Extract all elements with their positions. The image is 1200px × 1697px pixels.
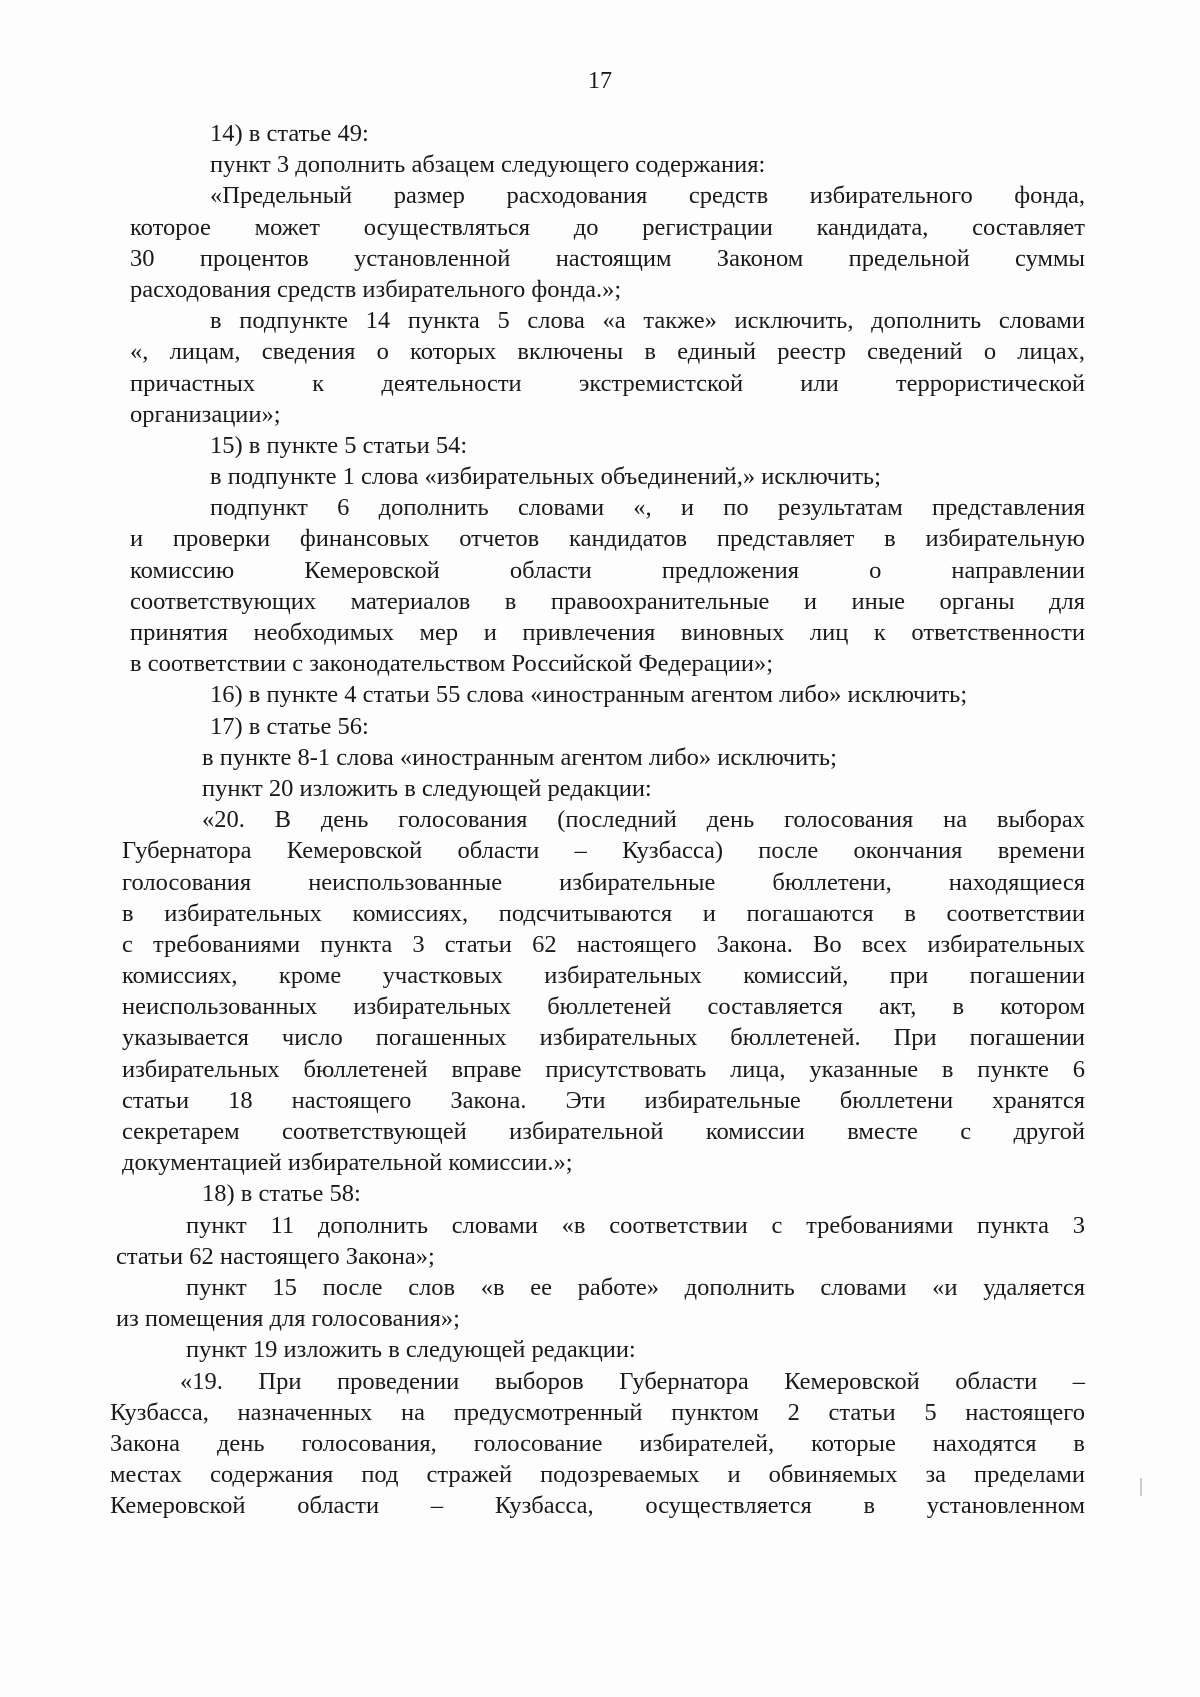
paragraph-line: «, лицам, сведения о которых включены в единый реестр сведений о лицах,	[130, 338, 1085, 366]
quote-line: Губернатора Кемеровской области – Кузбасса) после окончания времени	[122, 837, 1085, 865]
list-item-15: 15) в пункте 5 статьи 54:	[210, 431, 468, 459]
paragraph-line: причастных к деятельности экстремистской или террористической	[130, 369, 1085, 397]
paragraph-line: соответствующих материалов в правоохранительные и иные органы для	[130, 587, 1085, 615]
paragraph-line: из помещения для голосования»;	[116, 1305, 460, 1333]
paragraph-line: статьи 62 настоящего Закона»;	[116, 1242, 435, 1270]
quote-line: с требованиями пункта 3 статьи 62 настоящего Закона. Во всех избирательных	[122, 930, 1085, 958]
paragraph-line: пункт 19 изложить в следующей редакции:	[186, 1336, 636, 1364]
document-body	[110, 118, 1085, 1521]
quote-line: комиссиях, кроме участковых избирательных комиссий, при погашении	[122, 962, 1085, 990]
list-item-18: 18) в статье 58:	[202, 1180, 361, 1208]
quote-line: избирательных бюллетеней вправе присутствовать лица, указанные в пункте 6	[122, 1055, 1085, 1083]
quote-line: местах содержания под стражей подозреваемых и обвиняемых за пределами	[110, 1461, 1085, 1489]
paragraph-line: организации»;	[130, 400, 281, 428]
paragraph-line: пункт 11 дополнить словами «в соответствии с требованиями пункта 3	[186, 1211, 1085, 1239]
page-number: 17	[588, 68, 612, 94]
paragraph-line: комиссию Кемеровской области предложения о направлении	[130, 556, 1085, 584]
scan-mark	[1140, 1478, 1142, 1496]
quote-line: «19. При проведении выборов Губернатора Кемеровской области –	[180, 1367, 1085, 1395]
paragraph-line: пункт 20 изложить в следующей редакции:	[202, 774, 652, 802]
quote-line: которое может осуществляться до регистрации кандидата, составляет	[130, 213, 1085, 241]
quote-line: «Предельный размер расходования средств избирательного фонда,	[210, 182, 1085, 210]
paragraph-line: пункт 15 после слов «в ее работе» дополнить словами «и удаляется	[186, 1273, 1085, 1301]
quote-line: в избирательных комиссиях, подсчитываются и погашаются в соответствии	[122, 899, 1085, 927]
quote-line: голосования неиспользованные избирательные бюллетени, находящиеся	[122, 868, 1085, 896]
paragraph-line: и проверки финансовых отчетов кандидатов представляет в избирательную	[130, 525, 1085, 553]
quote-line: 30 процентов установленной настоящим Законом предельной суммы	[130, 244, 1085, 272]
quote-line: документацией избирательной комиссии.»;	[122, 1149, 573, 1177]
quote-line: Кузбасса, назначенных на предусмотренный пунктом 2 статьи 5 настоящего	[110, 1398, 1085, 1426]
quote-line: статьи 18 настоящего Закона. Эти избирательные бюллетени хранятся	[122, 1086, 1085, 1114]
quote-line: указывается число погашенных избирательных бюллетеней. При погашении	[122, 1024, 1085, 1052]
quote-line: «20. В день голосования (последний день голосования на выборах	[202, 806, 1085, 834]
quote-line: неиспользованных избирательных бюллетеней составляется акт, в котором	[122, 993, 1085, 1021]
list-item-17: 17) в статье 56:	[210, 712, 369, 740]
paragraph-line: пункт 3 дополнить абзацем следующего содержания:	[210, 151, 766, 179]
paragraph-line: в подпункте 1 слова «избирательных объединений,» исключить;	[210, 463, 881, 491]
list-item-16: 16) в пункте 4 статьи 55 слова «иностранным агентом либо» исключить;	[210, 681, 968, 709]
paragraph-line: в подпункте 14 пункта 5 слова «а также» исключить, дополнить словами	[210, 307, 1085, 335]
list-item-14: 14) в статье 49:	[210, 120, 369, 147]
quote-line: секретарем соответствующей избирательной комиссии вместе с другой	[122, 1118, 1085, 1145]
paragraph-line: в пункте 8-1 слова «иностранным агентом либо» исключить;	[202, 743, 837, 771]
paragraph-line: подпункт 6 дополнить словами «, и по результатам представления	[210, 494, 1085, 522]
paragraph-line: в соответствии с законодательством Российской Федерации»;	[130, 650, 774, 678]
quote-line: расходования средств избирательного фонда.»;	[130, 275, 622, 303]
quote-line: Закона день голосования, голосование избирателей, которые находятся в	[110, 1429, 1085, 1457]
quote-line: Кемеровской области – Кузбасса, осуществляется в установленном	[110, 1492, 1085, 1520]
paragraph-line: принятия необходимых мер и привлечения виновных лиц к ответственности	[130, 619, 1085, 646]
